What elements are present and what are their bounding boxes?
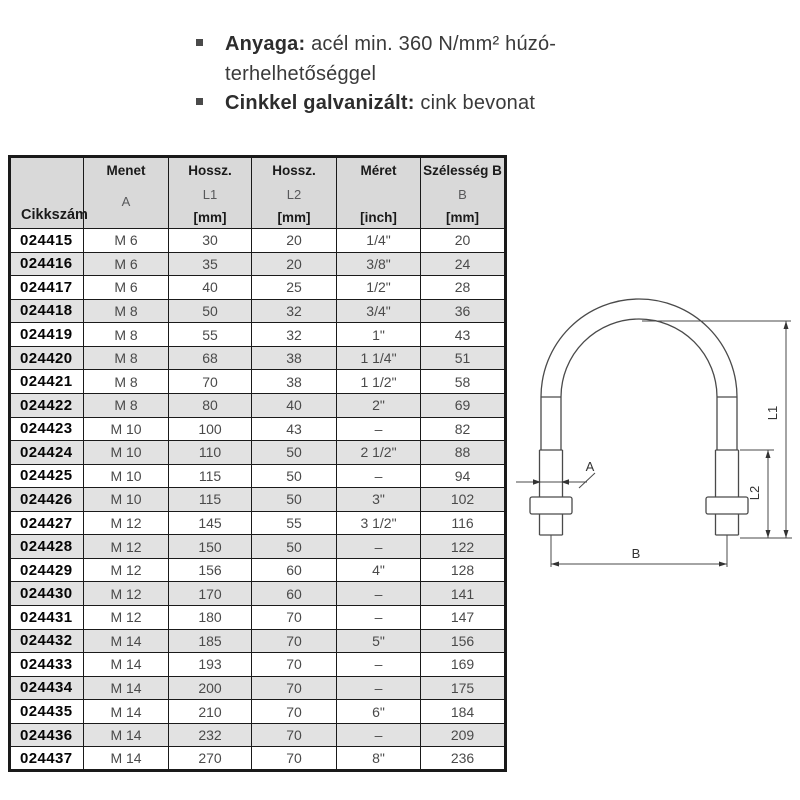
table-cell: M 14 bbox=[84, 747, 169, 771]
table-row bbox=[10, 441, 506, 465]
table-cell: 3 1/2" bbox=[337, 511, 421, 535]
table-cell: M 14 bbox=[84, 653, 169, 677]
u-bolt-outer-arc bbox=[541, 299, 737, 397]
u-bolt-drawing bbox=[500, 290, 800, 590]
header-line3: [inch] bbox=[360, 210, 397, 225]
table-cell: 5" bbox=[337, 629, 421, 653]
table-cell: 25 bbox=[252, 276, 337, 300]
galvanized-label: Cinkkel galvanizált: bbox=[225, 92, 415, 114]
table-cell: 6" bbox=[337, 700, 421, 724]
table-cell: 70 bbox=[252, 606, 337, 630]
table-cell: 94 bbox=[421, 464, 506, 488]
table-cell: M 12 bbox=[84, 582, 169, 606]
header-row bbox=[10, 157, 506, 229]
intro-bullets bbox=[196, 30, 556, 119]
table-cell: 193 bbox=[169, 653, 252, 677]
dim-b-arrow-left bbox=[551, 562, 559, 567]
table-cell: 38 bbox=[252, 346, 337, 370]
table-cell: M 14 bbox=[84, 629, 169, 653]
table-cell: 55 bbox=[169, 323, 252, 347]
table-cell: 210 bbox=[169, 700, 252, 724]
table-cell: M 10 bbox=[84, 441, 169, 465]
table-cell: M 14 bbox=[84, 723, 169, 747]
table-cell: 3/4" bbox=[337, 299, 421, 323]
table-cell: M 6 bbox=[84, 276, 169, 300]
cell-cikkszam: 024416 bbox=[10, 252, 84, 276]
cell-cikkszam: 024429 bbox=[10, 558, 84, 582]
cell-cikkszam: 024423 bbox=[10, 417, 84, 441]
left-thread bbox=[540, 450, 563, 535]
table-row bbox=[10, 417, 506, 441]
bullet-square-icon bbox=[196, 39, 203, 46]
table-cell: 36 bbox=[421, 299, 506, 323]
right-nut bbox=[706, 497, 748, 514]
cell-cikkszam: 024432 bbox=[10, 629, 84, 653]
table-cell: M 10 bbox=[84, 488, 169, 512]
table-cell: 28 bbox=[421, 276, 506, 300]
table-cell: 116 bbox=[421, 511, 506, 535]
cell-cikkszam: 024437 bbox=[10, 747, 84, 771]
right-thread bbox=[716, 450, 739, 535]
table-cell: M 8 bbox=[84, 346, 169, 370]
header-line2: A bbox=[121, 194, 131, 209]
table-cell: M 12 bbox=[84, 606, 169, 630]
header-line1: Hossz. bbox=[188, 163, 232, 178]
cell-cikkszam: 024431 bbox=[10, 606, 84, 630]
table-cell: 30 bbox=[169, 229, 252, 253]
header-line2: B bbox=[458, 186, 467, 202]
table-cell: 32 bbox=[252, 299, 337, 323]
table-cell: 185 bbox=[169, 629, 252, 653]
table-cell: 24 bbox=[421, 252, 506, 276]
table-cell: 50 bbox=[252, 535, 337, 559]
table-body bbox=[10, 229, 506, 771]
dim-l2-arrow-bottom bbox=[766, 530, 771, 538]
table-cell: – bbox=[337, 606, 421, 630]
spec-table bbox=[8, 155, 507, 772]
cell-cikkszam: 024428 bbox=[10, 535, 84, 559]
table-cell: M 6 bbox=[84, 252, 169, 276]
table-row bbox=[10, 606, 506, 630]
table-cell: 55 bbox=[252, 511, 337, 535]
table-row bbox=[10, 653, 506, 677]
cell-cikkszam: 024427 bbox=[10, 511, 84, 535]
header-line2: L2 bbox=[286, 186, 302, 202]
cell-cikkszam: 024434 bbox=[10, 676, 84, 700]
table-cell: 60 bbox=[252, 582, 337, 606]
material-text bbox=[225, 30, 556, 89]
table-row bbox=[10, 700, 506, 724]
left-nut bbox=[530, 497, 572, 514]
table-cell: M 8 bbox=[84, 393, 169, 417]
table-cell: 115 bbox=[169, 464, 252, 488]
galvanized-text bbox=[225, 89, 535, 119]
table-cell: 110 bbox=[169, 441, 252, 465]
table-cell: 1/4" bbox=[337, 229, 421, 253]
table-row bbox=[10, 582, 506, 606]
table-row bbox=[10, 629, 506, 653]
table-cell: M 6 bbox=[84, 229, 169, 253]
table-cell: M 8 bbox=[84, 323, 169, 347]
cell-cikkszam: 024435 bbox=[10, 700, 84, 724]
table-cell: 70 bbox=[252, 747, 337, 771]
table-cell: 145 bbox=[169, 511, 252, 535]
table-row bbox=[10, 323, 506, 347]
table-cell: 40 bbox=[252, 393, 337, 417]
table-cell: 88 bbox=[421, 441, 506, 465]
cell-cikkszam: 024424 bbox=[10, 441, 84, 465]
header-hossz-l2 bbox=[252, 157, 337, 229]
table-cell: 169 bbox=[421, 653, 506, 677]
table-row bbox=[10, 370, 506, 394]
galvanized-value: cink bevonat bbox=[414, 92, 536, 114]
right-leg bbox=[717, 397, 737, 450]
header-cikkszam-label: Cikkszám bbox=[21, 207, 88, 223]
header-meret bbox=[337, 157, 421, 229]
table-cell: 40 bbox=[169, 276, 252, 300]
dim-a-leader bbox=[579, 473, 595, 488]
table-cell: M 12 bbox=[84, 558, 169, 582]
table-cell: 1" bbox=[337, 323, 421, 347]
table-row bbox=[10, 252, 506, 276]
table-cell: 184 bbox=[421, 700, 506, 724]
table-cell: 20 bbox=[421, 229, 506, 253]
table-cell: – bbox=[337, 464, 421, 488]
table-cell: 70 bbox=[169, 370, 252, 394]
table-cell: 156 bbox=[421, 629, 506, 653]
table-cell: 8" bbox=[337, 747, 421, 771]
header-szelesseg bbox=[421, 157, 506, 229]
table-cell: 175 bbox=[421, 676, 506, 700]
table-cell: – bbox=[337, 653, 421, 677]
dim-l2-arrow-top bbox=[766, 450, 771, 458]
table-cell: – bbox=[337, 535, 421, 559]
cell-cikkszam: 024415 bbox=[10, 229, 84, 253]
cell-cikkszam: 024421 bbox=[10, 370, 84, 394]
table-cell: 170 bbox=[169, 582, 252, 606]
dim-l1-arrow-bottom bbox=[784, 530, 789, 538]
cell-cikkszam: 024420 bbox=[10, 346, 84, 370]
table-cell: 4" bbox=[337, 558, 421, 582]
table-row bbox=[10, 535, 506, 559]
table-row bbox=[10, 299, 506, 323]
table-row bbox=[10, 464, 506, 488]
table-cell: 156 bbox=[169, 558, 252, 582]
table-cell: 50 bbox=[252, 488, 337, 512]
table-cell: 50 bbox=[169, 299, 252, 323]
table-cell: 50 bbox=[252, 441, 337, 465]
dim-l2-label: L2 bbox=[747, 485, 762, 501]
cell-cikkszam: 024417 bbox=[10, 276, 84, 300]
header-line1: Méret bbox=[360, 163, 397, 178]
header-menet bbox=[84, 157, 169, 229]
table-cell: 69 bbox=[421, 393, 506, 417]
header-hossz-l1 bbox=[169, 157, 252, 229]
table-cell: M 12 bbox=[84, 535, 169, 559]
dim-b-arrow-right bbox=[719, 562, 727, 567]
table-cell: M 12 bbox=[84, 511, 169, 535]
table-cell: 100 bbox=[169, 417, 252, 441]
table-row bbox=[10, 488, 506, 512]
table-cell: – bbox=[337, 582, 421, 606]
bullet-item-galvanized bbox=[196, 89, 556, 119]
table-header bbox=[10, 157, 506, 229]
material-label: Anyaga: bbox=[225, 33, 306, 55]
header-line1: Menet bbox=[106, 163, 146, 178]
table-cell: 232 bbox=[169, 723, 252, 747]
table-row bbox=[10, 558, 506, 582]
table-cell: 2" bbox=[337, 393, 421, 417]
table-cell: M 14 bbox=[84, 700, 169, 724]
dim-b-label: B bbox=[631, 546, 641, 561]
table-cell: 43 bbox=[252, 417, 337, 441]
table-cell: 70 bbox=[252, 676, 337, 700]
table-cell: 115 bbox=[169, 488, 252, 512]
cell-cikkszam: 024422 bbox=[10, 393, 84, 417]
table-cell: M 10 bbox=[84, 417, 169, 441]
table-cell: 50 bbox=[252, 464, 337, 488]
table-cell: 3" bbox=[337, 488, 421, 512]
table-row bbox=[10, 723, 506, 747]
header-cikkszam bbox=[10, 157, 88, 229]
cell-cikkszam: 024426 bbox=[10, 488, 84, 512]
table-cell: 70 bbox=[252, 723, 337, 747]
table-cell: – bbox=[337, 723, 421, 747]
table-cell: 209 bbox=[421, 723, 506, 747]
table-cell: 68 bbox=[169, 346, 252, 370]
table-cell: 200 bbox=[169, 676, 252, 700]
table-cell: 35 bbox=[169, 252, 252, 276]
table-cell: 1 1/4" bbox=[337, 346, 421, 370]
table-cell: 236 bbox=[421, 747, 506, 771]
table-cell: M 14 bbox=[84, 676, 169, 700]
table-row bbox=[10, 276, 506, 300]
u-bolt-inner-arc bbox=[561, 319, 717, 397]
table-cell: 82 bbox=[421, 417, 506, 441]
cell-cikkszam: 024419 bbox=[10, 323, 84, 347]
table-cell: 102 bbox=[421, 488, 506, 512]
cell-cikkszam: 024425 bbox=[10, 464, 84, 488]
table-cell: M 8 bbox=[84, 370, 169, 394]
table-row bbox=[10, 229, 506, 253]
table-cell: 147 bbox=[421, 606, 506, 630]
table-cell: 2 1/2" bbox=[337, 441, 421, 465]
cell-cikkszam: 024418 bbox=[10, 299, 84, 323]
table-cell: – bbox=[337, 676, 421, 700]
table-row bbox=[10, 346, 506, 370]
table-cell: 80 bbox=[169, 393, 252, 417]
table-row bbox=[10, 511, 506, 535]
cell-cikkszam: 024436 bbox=[10, 723, 84, 747]
table-row bbox=[10, 747, 506, 771]
table-cell: 141 bbox=[421, 582, 506, 606]
table-cell: 1 1/2" bbox=[337, 370, 421, 394]
table-row bbox=[10, 676, 506, 700]
dim-l1-label: L1 bbox=[765, 405, 780, 421]
table-cell: 70 bbox=[252, 653, 337, 677]
table-cell: M 10 bbox=[84, 464, 169, 488]
table-cell: 38 bbox=[252, 370, 337, 394]
material-value-line2: terhelhetőséggel bbox=[225, 62, 377, 85]
table-cell: 122 bbox=[421, 535, 506, 559]
table-cell: 270 bbox=[169, 747, 252, 771]
table-cell: 43 bbox=[421, 323, 506, 347]
header-line3: [mm] bbox=[446, 210, 479, 225]
table-cell: 58 bbox=[421, 370, 506, 394]
table-cell: 3/8" bbox=[337, 252, 421, 276]
table-cell: 20 bbox=[252, 252, 337, 276]
table-cell: 60 bbox=[252, 558, 337, 582]
header-line1: Szélesség B bbox=[423, 163, 502, 178]
left-leg bbox=[541, 397, 561, 450]
header-line2: L1 bbox=[202, 186, 218, 202]
header-line1: Hossz. bbox=[272, 163, 316, 178]
dim-l1-arrow-top bbox=[784, 321, 789, 329]
cell-cikkszam: 024430 bbox=[10, 582, 84, 606]
table-cell: 20 bbox=[252, 229, 337, 253]
table-cell: – bbox=[337, 417, 421, 441]
header-line3: [mm] bbox=[277, 210, 311, 225]
header-line3: [mm] bbox=[193, 210, 227, 225]
table-cell: 150 bbox=[169, 535, 252, 559]
table-cell: 51 bbox=[421, 346, 506, 370]
table-cell: 1/2" bbox=[337, 276, 421, 300]
dim-a-label: A bbox=[585, 459, 595, 474]
table-row bbox=[10, 393, 506, 417]
bullet-item-material bbox=[196, 30, 556, 89]
table-cell: 32 bbox=[252, 323, 337, 347]
table-cell: 128 bbox=[421, 558, 506, 582]
cell-cikkszam: 024433 bbox=[10, 653, 84, 677]
table-cell: 70 bbox=[252, 629, 337, 653]
table-cell: M 8 bbox=[84, 299, 169, 323]
table-cell: 180 bbox=[169, 606, 252, 630]
bullet-square-icon bbox=[196, 98, 203, 105]
material-value: acél min. 360 N/mm² húzó- bbox=[305, 33, 557, 55]
table-cell: 70 bbox=[252, 700, 337, 724]
